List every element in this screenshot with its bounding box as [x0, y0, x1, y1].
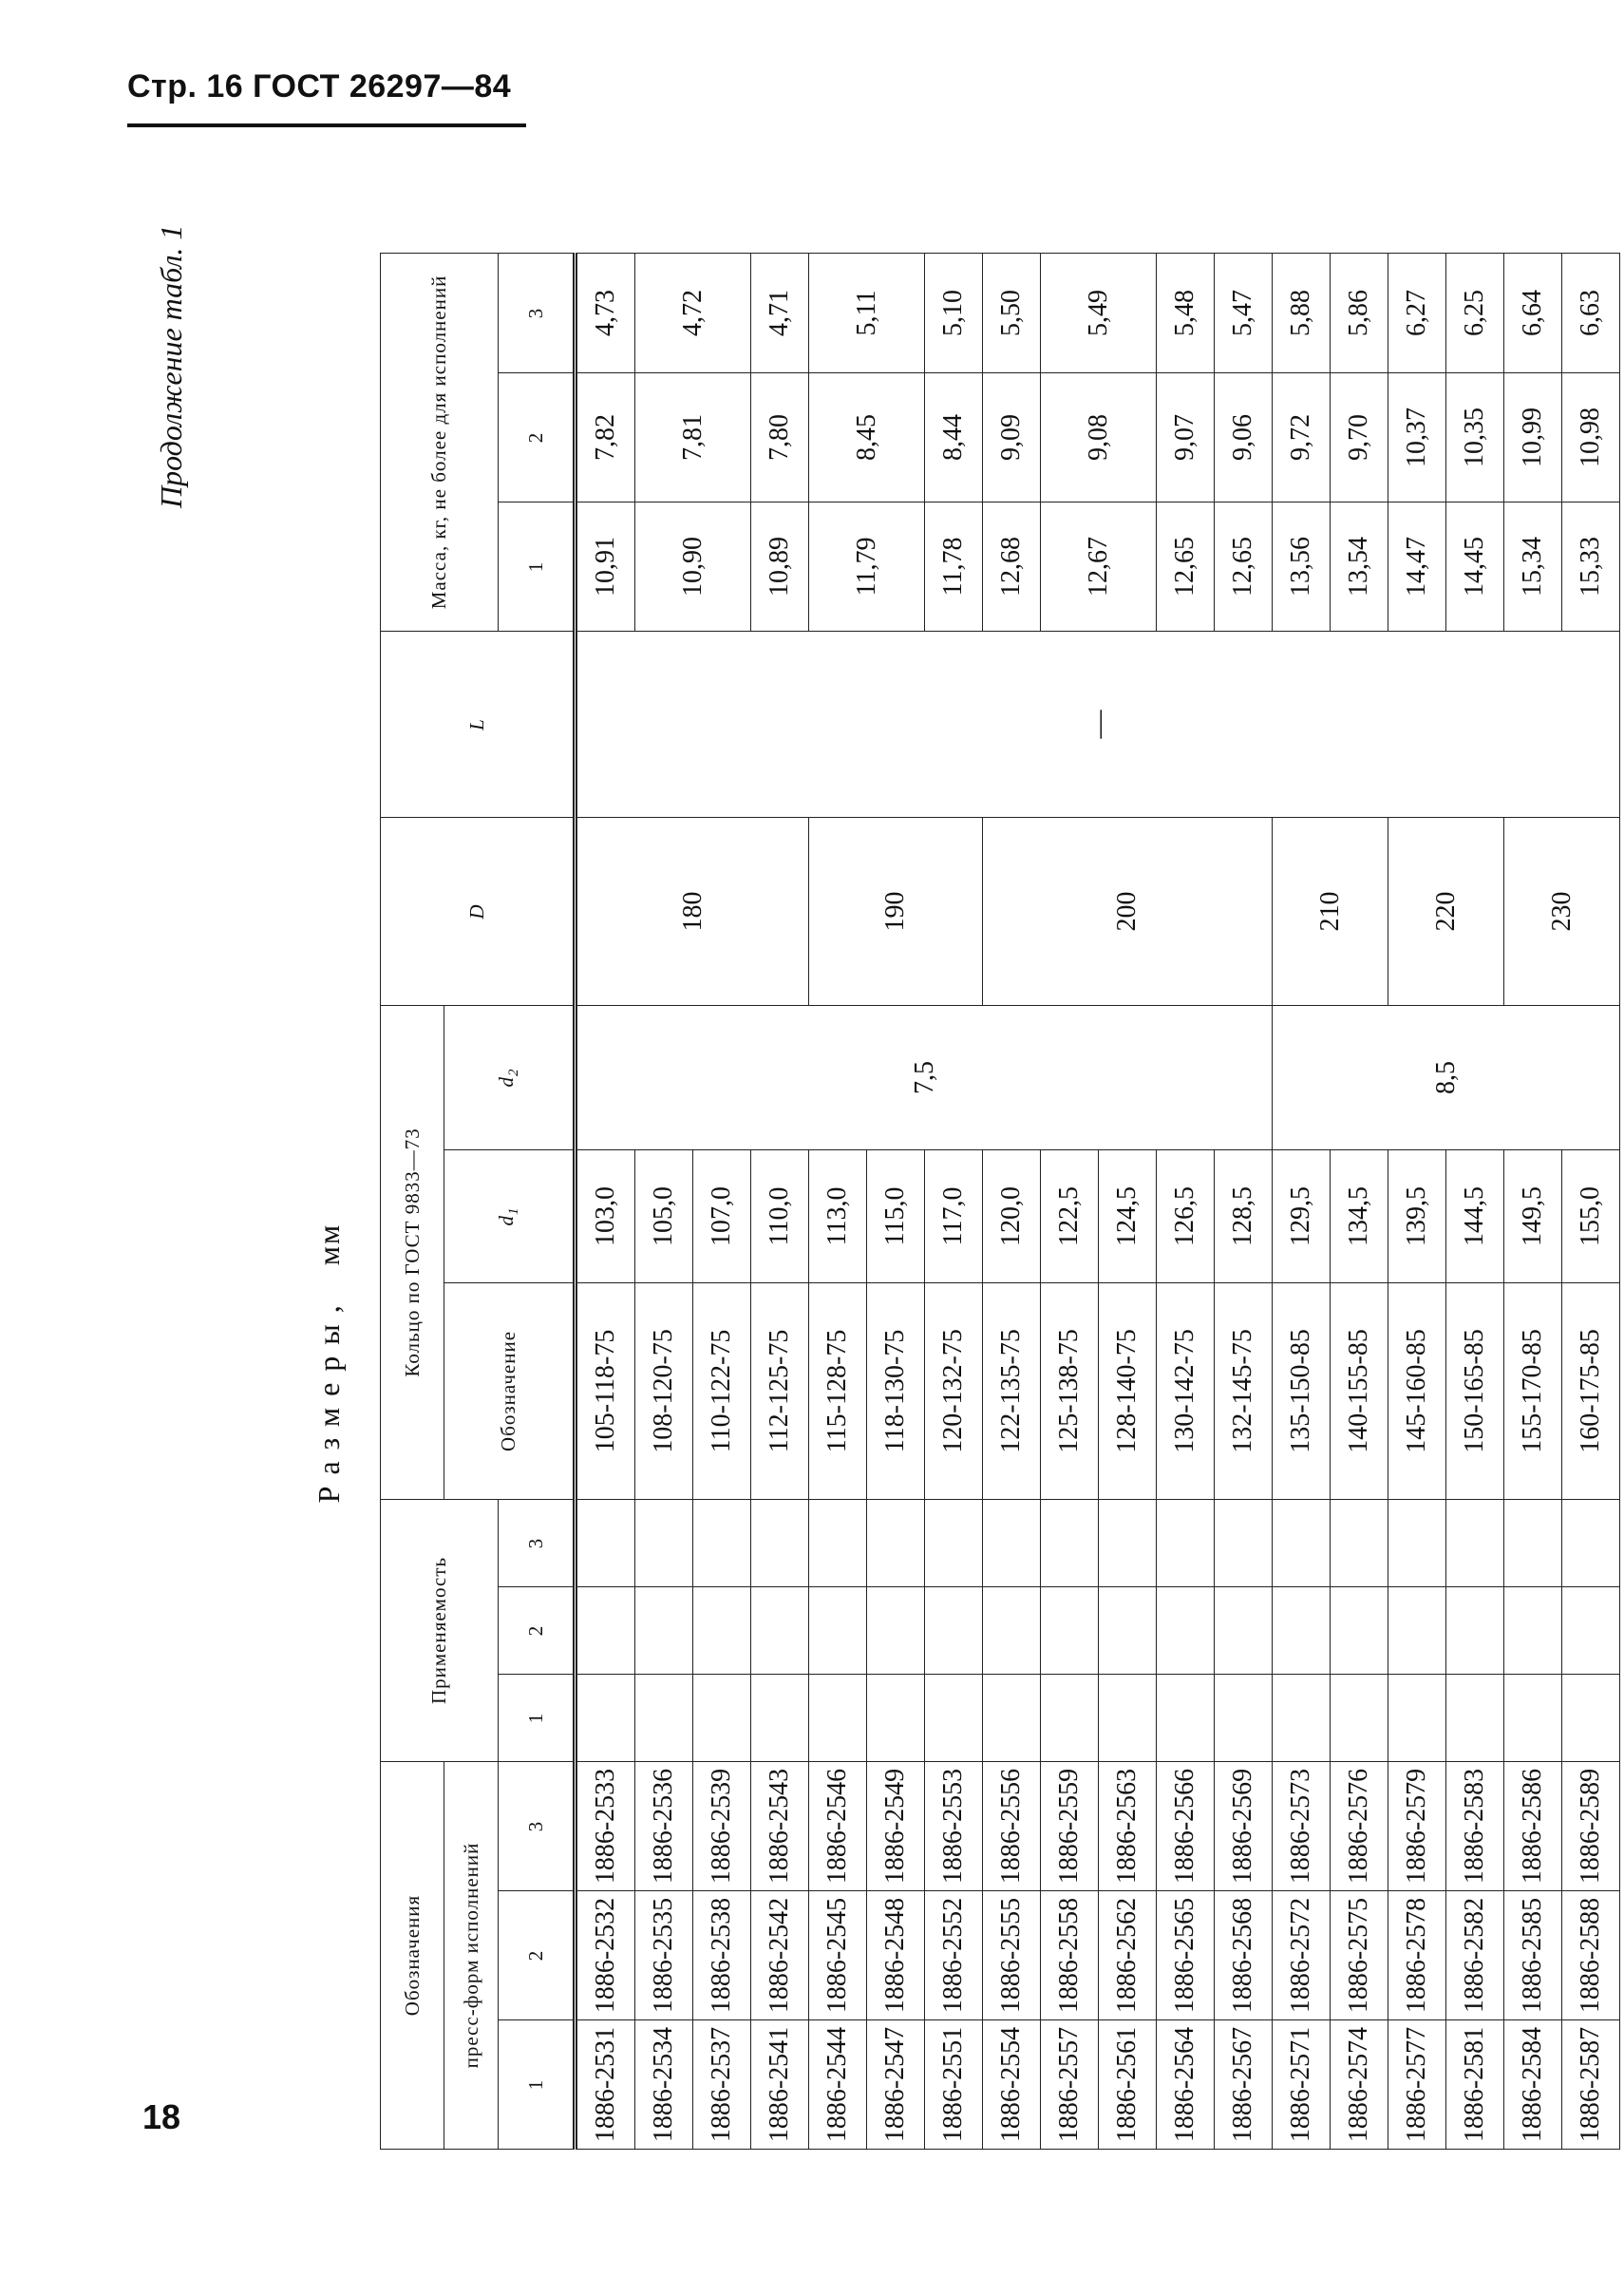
- applicability-3: [1215, 1499, 1273, 1586]
- designation-2: 1886-2545: [809, 1891, 867, 2020]
- d2-value: 8,5: [1273, 1005, 1620, 1149]
- designation-1: 1886-2584: [1504, 2020, 1562, 2150]
- mass-exec-3: 3: [499, 253, 576, 372]
- designation-2: 1886-2555: [983, 1891, 1041, 2020]
- designation-exec-2: 2: [499, 1891, 576, 2020]
- mass-exec-2: 9,09: [983, 372, 1041, 502]
- mass-exec-3: 5,86: [1331, 253, 1388, 372]
- applicability-exec-3: 3: [499, 1499, 576, 1586]
- D-header: D: [381, 817, 576, 1005]
- designation-2: 1886-2572: [1273, 1891, 1331, 2020]
- table-title: [312, 432, 347, 2294]
- d2-sub: 2: [505, 1068, 521, 1076]
- table-row: [1331, 253, 1388, 2149]
- applicability-1: [1446, 1675, 1504, 1762]
- applicability-2: [983, 1587, 1041, 1675]
- mass-exec-2: 7,81: [635, 372, 751, 502]
- designation-3: 1886-2573: [1273, 1762, 1331, 1891]
- applicability-3: [1446, 1499, 1504, 1586]
- D-value: 220: [1388, 817, 1504, 1005]
- mass-exec-2: 7,82: [576, 372, 635, 502]
- mass-exec-3: 6,64: [1504, 253, 1562, 372]
- table-row: [1273, 253, 1331, 2149]
- mass-exec-2: 2: [499, 372, 576, 502]
- applicability-3: [751, 1499, 809, 1586]
- table-row: [1041, 253, 1099, 2149]
- designation-2: 1886-2578: [1388, 1891, 1446, 2020]
- designation-1: 1886-2554: [983, 2020, 1041, 2150]
- applicability-1: [1331, 1675, 1388, 1762]
- table-row: [1562, 253, 1620, 2149]
- table-row: [1504, 253, 1562, 2149]
- applicability-3: [983, 1499, 1041, 1586]
- applicability-2: [1041, 1587, 1099, 1675]
- applicability-1: [867, 1675, 925, 1762]
- applicability-2: [635, 1587, 693, 1675]
- applicability-3: [1099, 1499, 1157, 1586]
- mass-exec-1: 13,54: [1331, 502, 1388, 631]
- mass-exec-2: 8,45: [809, 372, 925, 502]
- applicability-3: [809, 1499, 867, 1586]
- mass-exec-2: 9,72: [1273, 372, 1331, 502]
- mass-exec-1: 14,45: [1446, 502, 1504, 631]
- L-header: L: [381, 631, 576, 817]
- d2-value: 7,5: [576, 1005, 1273, 1149]
- applicability-3: [867, 1499, 925, 1586]
- mass-exec-1: 1: [499, 502, 576, 631]
- mass-exec-1: 12,67: [1041, 502, 1157, 631]
- designation-1: 1886-2557: [1041, 2020, 1099, 2150]
- applicability-1: [635, 1675, 693, 1762]
- applicability-3: [925, 1499, 983, 1586]
- applicability-3: [1273, 1499, 1331, 1586]
- mass-exec-1: 10,91: [576, 502, 635, 631]
- applicability-3: [1041, 1499, 1099, 1586]
- designation-3: 1886-2559: [1041, 1762, 1099, 1891]
- d1-value: 105,0: [635, 1149, 693, 1282]
- mass-exec-1: 10,89: [751, 502, 809, 631]
- designation-3: 1886-2583: [1446, 1762, 1504, 1891]
- d1-header: [444, 1149, 576, 1282]
- designation-3: 1886-2553: [925, 1762, 983, 1891]
- table-row: [1215, 253, 1273, 2149]
- applicability-3: [1562, 1499, 1620, 1586]
- table-body: [576, 253, 1620, 2149]
- mass-exec-2: 9,70: [1331, 372, 1388, 502]
- table-row: [1388, 253, 1446, 2149]
- designation-3: 1886-2576: [1331, 1762, 1388, 1891]
- D-value: 190: [809, 817, 983, 1005]
- d1-value: 155,0: [1562, 1149, 1620, 1282]
- press-forms-header: пресс-форм исполнений: [444, 1762, 499, 2150]
- applicability-3: [693, 1499, 751, 1586]
- mass-exec-1: 11,78: [925, 502, 983, 631]
- rotated-table-area: [66, 166, 1624, 2294]
- designation-1: 1886-2564: [1157, 2020, 1215, 2150]
- applicability-1: [1215, 1675, 1273, 1762]
- applicability-2: [576, 1587, 635, 1675]
- d1-value: 122,5: [1041, 1149, 1099, 1282]
- mass-exec-3: 6,63: [1562, 253, 1620, 372]
- designation-2: 1886-2542: [751, 1891, 809, 2020]
- ring-designation-header: Обозначение: [444, 1282, 576, 1499]
- d1-value: 126,5: [1157, 1149, 1215, 1282]
- applicability-2: [1504, 1587, 1562, 1675]
- ring-designation: 105-118-75: [576, 1282, 635, 1499]
- mass-exec-3: 5,49: [1041, 253, 1157, 372]
- applicability-1: [1388, 1675, 1446, 1762]
- continuation-caption: Продолжение табл. 1: [154, 224, 188, 508]
- mass-exec-1: 12,65: [1157, 502, 1215, 631]
- ring-designation: 128-140-75: [1099, 1282, 1157, 1499]
- designation-2: 1886-2582: [1446, 1891, 1504, 2020]
- mass-exec-3: 5,11: [809, 253, 925, 372]
- designation-1: 1886-2551: [925, 2020, 983, 2150]
- applicability-2: [1446, 1587, 1504, 1675]
- applicability-3: [635, 1499, 693, 1586]
- mass-exec-3: 4,71: [751, 253, 809, 372]
- designations-header: Обозначения: [381, 1762, 444, 2150]
- d1-value: 134,5: [1331, 1149, 1388, 1282]
- mass-exec-3: 6,27: [1388, 253, 1446, 372]
- applicability-1: [809, 1675, 867, 1762]
- applicability-3: [1157, 1499, 1215, 1586]
- designation-1: 1886-2561: [1099, 2020, 1157, 2150]
- designation-1: 1886-2537: [693, 2020, 751, 2150]
- designation-1: 1886-2547: [867, 2020, 925, 2150]
- mass-exec-3: 5,10: [925, 253, 983, 372]
- ring-designation: 132-145-75: [1215, 1282, 1273, 1499]
- designation-3: 1886-2543: [751, 1762, 809, 1891]
- designation-1: 1886-2541: [751, 2020, 809, 2150]
- d1-value: 110,0: [751, 1149, 809, 1282]
- ring-designation: 150-165-85: [1446, 1282, 1504, 1499]
- page-number: 18: [142, 2097, 181, 2136]
- mass-exec-3: 4,73: [576, 253, 635, 372]
- ring-designation: 120-132-75: [925, 1282, 983, 1499]
- applicability-1: [751, 1675, 809, 1762]
- applicability-2: [809, 1587, 867, 1675]
- ring-designation: 108-120-75: [635, 1282, 693, 1499]
- designation-3: 1886-2546: [809, 1762, 867, 1891]
- mass-exec-1: 12,68: [983, 502, 1041, 631]
- applicability-1: [1273, 1675, 1331, 1762]
- designation-1: 1886-2534: [635, 2020, 693, 2150]
- ring-designation: 122-135-75: [983, 1282, 1041, 1499]
- applicability-1: [983, 1675, 1041, 1762]
- D-value: 210: [1273, 817, 1388, 1005]
- d1-value: 120,0: [983, 1149, 1041, 1282]
- designation-3: 1886-2563: [1099, 1762, 1157, 1891]
- table-row: [983, 253, 1041, 2149]
- designation-1: 1886-2577: [1388, 2020, 1446, 2150]
- ring-designation: 115-128-75: [809, 1282, 867, 1499]
- ring-designation: 110-122-75: [693, 1282, 751, 1499]
- mass-exec-2: 7,80: [751, 372, 809, 502]
- page-header: [127, 68, 526, 127]
- table-title-text: Размеры,: [312, 1294, 346, 1504]
- d1-value: 103,0: [576, 1149, 635, 1282]
- mass-exec-2: 10,98: [1562, 372, 1620, 502]
- designation-2: 1886-2558: [1041, 1891, 1099, 2020]
- table-row: [751, 253, 809, 2149]
- d1-value: 144,5: [1446, 1149, 1504, 1282]
- d2-header: [444, 1005, 576, 1149]
- table-row: [809, 253, 867, 2149]
- table-row: [635, 253, 693, 2149]
- designation-exec-1: 1: [499, 2020, 576, 2150]
- dimensions-table: [380, 253, 1620, 2150]
- designation-1: 1886-2587: [1562, 2020, 1620, 2150]
- designation-2: 1886-2538: [693, 1891, 751, 2020]
- table-head: [381, 253, 576, 2149]
- designation-2: 1886-2552: [925, 1891, 983, 2020]
- table-row: [925, 253, 983, 2149]
- applicability-2: [1331, 1587, 1388, 1675]
- designation-3: 1886-2536: [635, 1762, 693, 1891]
- applicability-2: [1157, 1587, 1215, 1675]
- mass-exec-3: 5,48: [1157, 253, 1215, 372]
- applicability-1: [1157, 1675, 1215, 1762]
- designation-1: 1886-2544: [809, 2020, 867, 2150]
- mass-exec-2: 10,35: [1446, 372, 1504, 502]
- ring-designation: 112-125-75: [751, 1282, 809, 1499]
- designation-2: 1886-2562: [1099, 1891, 1157, 2020]
- mass-exec-2: 9,07: [1157, 372, 1215, 502]
- designation-2: 1886-2535: [635, 1891, 693, 2020]
- designation-1: 1886-2567: [1215, 2020, 1273, 2150]
- designation-2: 1886-2575: [1331, 1891, 1388, 2020]
- ring-designation: 135-150-85: [1273, 1282, 1331, 1499]
- applicability-2: [925, 1587, 983, 1675]
- d1-value: 115,0: [867, 1149, 925, 1282]
- applicability-1: [1041, 1675, 1099, 1762]
- D-value: 200: [983, 817, 1273, 1005]
- applicability-exec-2: 2: [499, 1587, 576, 1675]
- ring-designation: 125-138-75: [1041, 1282, 1099, 1499]
- designation-1: 1886-2581: [1446, 2020, 1504, 2150]
- d1-sub: 1: [505, 1206, 521, 1215]
- designation-2: 1886-2588: [1562, 1891, 1620, 2020]
- table-row: [576, 253, 635, 2149]
- applicability-1: [693, 1675, 751, 1762]
- designation-3: 1886-2556: [983, 1762, 1041, 1891]
- d1-letter: d: [494, 1214, 518, 1226]
- applicability-exec-1: 1: [499, 1675, 576, 1762]
- applicability-3: [1504, 1499, 1562, 1586]
- applicability-2: [751, 1587, 809, 1675]
- designation-3: 1886-2586: [1504, 1762, 1562, 1891]
- d2-letter: d: [494, 1075, 518, 1088]
- designation-3: 1886-2533: [576, 1762, 635, 1891]
- mass-exec-2: 9,06: [1215, 372, 1273, 502]
- designation-2: 1886-2565: [1157, 1891, 1215, 2020]
- designation-2: 1886-2568: [1215, 1891, 1273, 2020]
- ring-designation: 118-130-75: [867, 1282, 925, 1499]
- applicability-1: [1099, 1675, 1157, 1762]
- applicability-2: [1273, 1587, 1331, 1675]
- ring-designation: 160-175-85: [1562, 1282, 1620, 1499]
- designation-2: 1886-2548: [867, 1891, 925, 2020]
- applicability-1: [1562, 1675, 1620, 1762]
- applicability-header: Применяемость: [381, 1499, 499, 1761]
- header-rule: [127, 123, 526, 127]
- mass-exec-3: 5,50: [983, 253, 1041, 372]
- ring-designation: 155-170-85: [1504, 1282, 1562, 1499]
- d1-value: 117,0: [925, 1149, 983, 1282]
- designation-3: 1886-2566: [1157, 1762, 1215, 1891]
- applicability-3: [1331, 1499, 1388, 1586]
- applicability-1: [925, 1675, 983, 1762]
- applicability-3: [1388, 1499, 1446, 1586]
- L-value: —: [576, 631, 1620, 817]
- mass-exec-2: 9,08: [1041, 372, 1157, 502]
- designation-3: 1886-2549: [867, 1762, 925, 1891]
- mass-exec-1: 15,34: [1504, 502, 1562, 631]
- mass-exec-1: 15,33: [1562, 502, 1620, 631]
- designation-1: 1886-2574: [1331, 2020, 1388, 2150]
- mass-exec-3: 5,47: [1215, 253, 1273, 372]
- designation-1: 1886-2531: [576, 2020, 635, 2150]
- applicability-2: [1562, 1587, 1620, 1675]
- mass-exec-2: 8,44: [925, 372, 983, 502]
- designation-3: 1886-2569: [1215, 1762, 1273, 1891]
- designation-3: 1886-2579: [1388, 1762, 1446, 1891]
- applicability-1: [576, 1675, 635, 1762]
- ring-designation: 130-142-75: [1157, 1282, 1215, 1499]
- d1-value: 128,5: [1215, 1149, 1273, 1282]
- designation-2: 1886-2532: [576, 1891, 635, 2020]
- d1-value: 139,5: [1388, 1149, 1446, 1282]
- applicability-2: [1099, 1587, 1157, 1675]
- page-header-text: Стр. 16 ГОСТ 26297—84: [127, 68, 512, 104]
- ring-designation: 145-160-85: [1388, 1282, 1446, 1499]
- mass-exec-1: 13,56: [1273, 502, 1331, 631]
- applicability-3: [576, 1499, 635, 1586]
- D-value: 230: [1504, 817, 1620, 1005]
- designation-2: 1886-2585: [1504, 1891, 1562, 2020]
- d1-value: 129,5: [1273, 1149, 1331, 1282]
- mass-header: Масса, кг, не более для исполнений: [381, 253, 499, 631]
- table-row: [1446, 253, 1504, 2149]
- d1-value: 124,5: [1099, 1149, 1157, 1282]
- designation-3: 1886-2539: [693, 1762, 751, 1891]
- designation-1: 1886-2571: [1273, 2020, 1331, 2150]
- applicability-2: [867, 1587, 925, 1675]
- mass-exec-3: 5,88: [1273, 253, 1331, 372]
- designation-exec-3: 3: [499, 1762, 576, 1891]
- applicability-2: [1388, 1587, 1446, 1675]
- ring-designation: 140-155-85: [1331, 1282, 1388, 1499]
- mass-exec-3: 4,72: [635, 253, 751, 372]
- applicability-2: [1215, 1587, 1273, 1675]
- ring-header: Кольцо по ГОСТ 9833—73: [381, 1005, 444, 1499]
- designation-3: 1886-2589: [1562, 1762, 1620, 1891]
- applicability-2: [693, 1587, 751, 1675]
- mass-exec-2: 10,37: [1388, 372, 1446, 502]
- d1-value: 149,5: [1504, 1149, 1562, 1282]
- mass-exec-1: 12,65: [1215, 502, 1273, 631]
- d1-value: 107,0: [693, 1149, 751, 1282]
- mass-exec-1: 11,79: [809, 502, 925, 631]
- applicability-1: [1504, 1675, 1562, 1762]
- mass-exec-2: 10,99: [1504, 372, 1562, 502]
- D-value: 180: [576, 817, 809, 1005]
- table-row: [1157, 253, 1215, 2149]
- d1-value: 113,0: [809, 1149, 867, 1282]
- mass-exec-1: 10,90: [635, 502, 751, 631]
- table-units: мм: [312, 1223, 346, 1266]
- mass-exec-3: 6,25: [1446, 253, 1504, 372]
- mass-exec-1: 14,47: [1388, 502, 1446, 631]
